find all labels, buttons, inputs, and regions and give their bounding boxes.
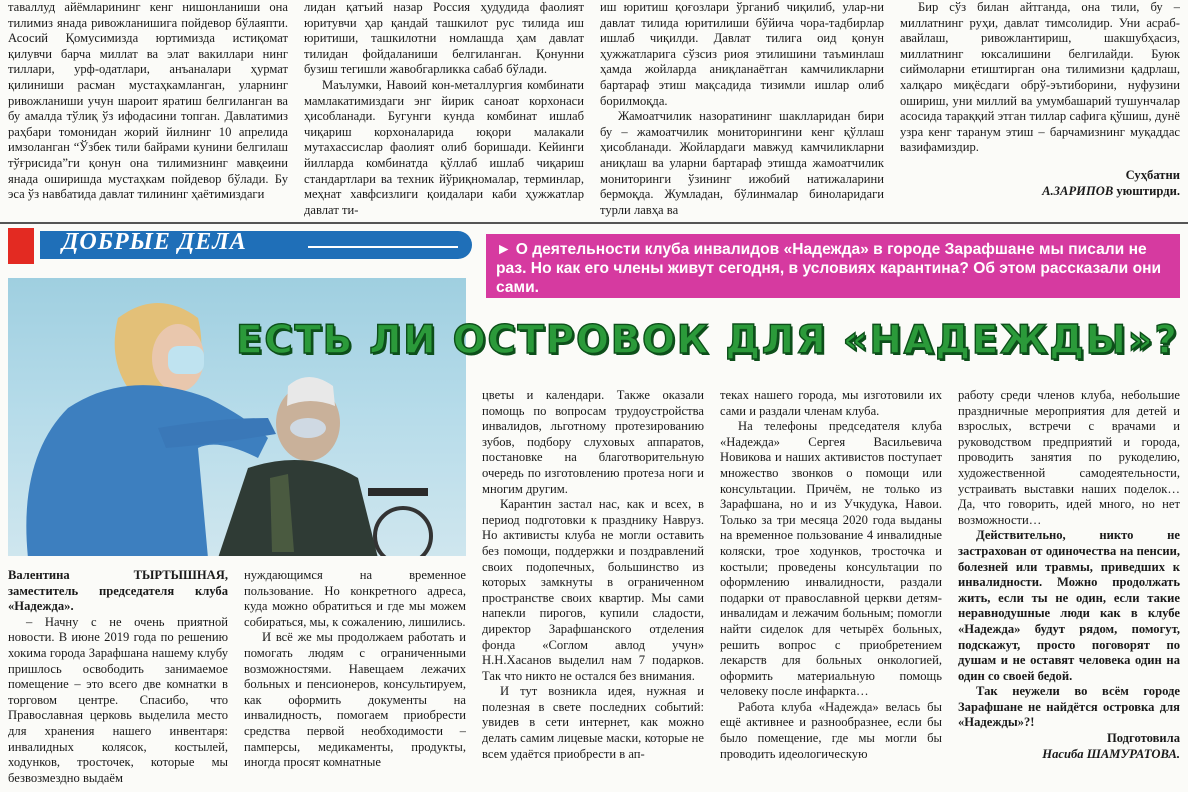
article-text-e1: работу среди членов клуба, небольшие праздничные мероприятия для детей и взрослых, встречи с врачами и руководством предприятий и города, проводить занятия по рукоделию, художественной самодеятельности, устраивать выставки наших поделок… Да, что говорить, идей много, но нет возможности… (958, 388, 1180, 527)
article-text-b2: И всё же мы продолжаем работать и помогать людям с ограниченными возможностями. Навещаем лежачих больных и пенсионеров, консультируем, как оформить документы на инвалидность, помогаем приобрести средства первой необходимости – памперсы, медикаменты, продукты, иногда просят комнатные (244, 630, 466, 770)
top-signature (900, 184, 1180, 200)
article-text-b1: нуждающимся на временное пользование. Но конкретного адреса, куда можно обратиться и где мы можем собираться, мы, к сожалению, лишились. (244, 568, 466, 629)
lead-text: ► О деятельности клуба инвалидов «Надежда» в городе Зарафшане мы писали не раз. Но как его члены живут сегодня, в условиях карантина? Об этом рассказали они сами. (496, 241, 1162, 296)
article-column-5 (958, 388, 1180, 792)
top-signature-tail: уюштирди. (1113, 183, 1180, 198)
top-text-3: иш юритиш қоғозлари ўрганиб чиқилиб, улар-ни давлат тилида юритилиши бўйича чора-тадбирлар ишлаб чиқилди. Давлат тилига оид қонун ҳужжатларига сўзсиз риоя этилишини таъминлаш ҳамда жойларда аниқланаётган камчиликларни бартараф этиш мақсадида тизимли ишлар олиб борилмоқда. (600, 0, 884, 108)
top-column-4 (900, 0, 1180, 220)
top-text-2: лидан қатъий назар Россия ҳудудида фаолият юритувчи ҳар қандай ташкилот рус тилида иш юритиши, ташкилотни номлашда ҳам давлат тилидан фойдаланиши белгиланган. Қонунни бузиш тегишли жавобгарликка сабаб бўлади. (304, 0, 584, 77)
article-text-e3: Так неужели во всём городе Зарафшане не найдётся островка для «Надежды»?! (958, 684, 1180, 730)
article-headline: ЕСТЬ ЛИ ОСТРОВОК ДЛЯ «НАДЕЖДЫ»? (236, 318, 1179, 363)
rubric-red-block (8, 228, 34, 264)
article-signature-name: Насиба ШАМУРАТОВА. (1042, 746, 1180, 761)
article-text-c1: цветы и календари. Также оказали помощь по вопросам трудоустройства инвалидов, льготному протезированию зубов, подбору слуховых аппаратов, постановке на благотворительную очередь по изготовлению протеза ноги и многим другим. (482, 388, 704, 496)
article-text-a1: – Начну с не очень приятной новости. В июне 2019 года по решению хокима города Зарафшана нашему клубу пришлось освободить занимаемое помещение – это всего две комнатки в торговом центре. Спасибо, что Православная церковь выделила место для хранения нашего инвентаря: инвалидных колясок, костылей, ходунков, тросточек, которые мы безвозмездно выдаём (8, 614, 228, 785)
article-text-c2: Карантин застал нас, как и всех, в период подготовки к празднику Навруз. Но активисты клуба не могли оставить без помощи, поддержки и поздравлений своих подопечных, большинство из которых замкнуты в ограниченном пространстве своих квартир. Мы сами напекли пирогов, купили сладости, директор Зарафшанского отделения фонда «Соглом авлод учун» Н.Н.Хасанов выделил нам 7 подарков. Так что никто не остался без внимания. (482, 497, 704, 683)
top-column-3 (600, 0, 884, 220)
article-text-e2: Действительно, никто не застрахован от одиночества на пенсии, болезней или травмы, приведших к инвалидности. Можно продолжать жить, если ты не один, если такие неравнодушные люди как в клубе «Надежда» будут рядом, помогут, подскажут, просто поговорят по душам и не оставят человека один на один со своей бедой. (958, 528, 1180, 683)
article-text-c3: И тут возникла идея, нужная и полезная в свете последних событий: увидев в сети интернет, как можно делать самим лицевые маски, которые не всем удаётся приобрести в ап- (482, 684, 704, 761)
top-text-3b: Жамоатчилик назоратининг шаклларидан бири бу – жамоатчилик мониторингини кенг қўллаш ҳисобланади. Жойлардаги мавжуд камчиликларни аниқлаш ва уларни бартараф этишда жамоатчилик мониторинги ўзининг ижобий натижаларини бермоқда. Жумладан, бўлинмалар биноларидаги турли лавҳа ва (600, 109, 884, 217)
article-signature-label: Подготовила (1106, 731, 1180, 746)
top-signature-name: А.ЗАРИПОВ (1042, 183, 1114, 198)
article-text-d1: теках нашего города, мы изготовили их сами и раздали членам клуба. (720, 388, 942, 418)
section-divider (0, 222, 1188, 224)
rubric-title: ДОБРЫЕ ДЕЛА (62, 229, 247, 255)
top-text-2b: Маълумки, Навоий кон-металлургия комбинати мамлакатимиздаги энг йирик саноат корхонаси ҳисобланади. Бугунги кунда комбинат ишлаб чиқариш корхоналарида юқори малакали мутахассислар фаолият олиб боришади. Кейинги йилларда комбинатда қўллаб ишлаб чиқариш стандартлари ва техник йўриқномалар, терминлар, меҳнат хавфсизлиги қоидалари каби ҳужжатлар давлат ти- (304, 77, 584, 217)
article-text-d3: Работа клуба «Надежда» велась бы ещё активнее и разнообразнее, если бы было помещение, где мы могли бы проводить идеологическую (720, 699, 942, 761)
article-column-2 (244, 568, 466, 792)
top-column-2 (304, 0, 584, 220)
top-text-1: таваллуд айёмларининг кенг нишонланиши она тилимиз янада ривожланишига пойдевор бўлаяпти. Асосий Қомусимизда юртимизда истиқомат қилувчи барча миллат ва элат вакиллари нинг тиллари, урф-одатлари, анъаналари ҳурмат қилиниши расман мустаҳкамланган, уларнинг ривожланиши учун шароит яратиш белгиланган ва бу амалда тўлиқ ўз ифодасини топган. Давлатимиз раҳбари томонидан жорий йилнинг 10 апрелида имзоланган “Ўзбек тили байрами кунини белгилаш тўғрисида”ги қонун она тилимизнинг мавқеини янада оширишда мустаҳкам пойдевор бўлади. Бу эса ўз навбатида давлат тилининг ҳаётимиздаги (8, 0, 288, 202)
top-text-4: Бир сўз билан айтганда, она тили, бу – миллатнинг руҳи, давлат тимсолидир. Уни асраб-авайлаш, ривожлантириш, шакшубҳасиз, миллатнинг юксалишини белгилайди. Буюк сиймоларни етиштирган она тилимизни қадрлаш, халқаро миқёсдаги обрў-эътиборини, нуфузини ошириш, уни миллий ва умумбашарий тушунчалар асосида тараққий этган тиллар сафига қўшиш, дунё узра кенг таранум этиш – барчамизнинг муқаддас вазифамиздир. (900, 0, 1180, 155)
article-text-d2: На телефоны председателя клуба «Надежда» Сергея Васильевича Новикова и наших активистов поступает множество звонков о помощи или консультации. Причём, не только из Зарафшана, но и из Учкудука, Навои. Только за три месяца 2020 года выданы на временное пользование 4 инвалидные коляски, трое ходунков, тросточка и костыли; проведены консультации по оформлению инвалидности, раздали подарки от православной церкви детям-инвалидам и лежачим больным; помогли найти сиделок для четырёх больных, решить вопрос с приобретением лекарств для больных онкологией, оформить материальную помощь человеку после инфаркта… (720, 419, 942, 699)
top-signature-label: Суҳбатни (1125, 167, 1180, 182)
top-column-1 (8, 0, 288, 220)
article-column-3 (482, 388, 704, 792)
article-column-4 (720, 388, 942, 792)
article-column-1 (8, 568, 228, 792)
article-author: Валентина ТЫРТЫШНАЯ, заместитель председателя клуба «Надежда». (8, 568, 228, 614)
rubric-line (308, 246, 458, 248)
